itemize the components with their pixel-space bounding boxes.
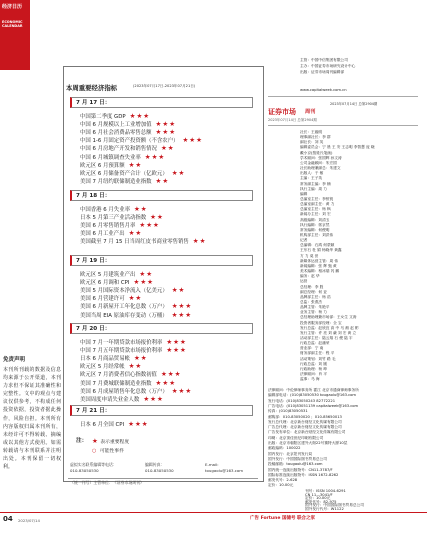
staff-line: 执行编辑：郭京然 <box>300 222 330 227</box>
staff-line: 王东石 杜 娟 杨晓华 黄鑫 <box>300 248 342 253</box>
staff-line: 机构部主任：刘洪伟 <box>300 233 334 237</box>
contact-line: 广告总代理：北京新台财经文化传媒有限公司 <box>268 425 342 430</box>
calendar-date-range: (2023年07月17日-2023年07月21日) <box>133 84 196 88</box>
importance-stars: ★★★ <box>129 112 151 120</box>
importance-stars: ★★★ <box>155 378 177 387</box>
staff-line: 行政总监：赵潘荣 <box>300 341 330 346</box>
staff-line: 活动部主任：陆云翔 石 俊 陆 宇 <box>300 336 353 340</box>
indicator-row <box>80 112 150 120</box>
staff-line: 主编：王子英 <box>300 176 323 181</box>
indicator-name: 日本 6 月商品贸易帐 <box>80 356 130 363</box>
staff-line: 监事：马 海 <box>300 377 320 382</box>
importance-stars: ★★★ <box>139 221 160 230</box>
contact-line: 广告发布单位：北京新台财经文化传媒有限公司 <box>268 430 346 435</box>
code-line: 国外发行：中国国际图书贸易总公司 <box>305 503 364 508</box>
contact-line: 编辑部电话：(010)83050530 tougaolu@163.com <box>268 393 357 398</box>
note-importance <box>92 437 129 445</box>
indicator-name: 美国 6 月营建许可 <box>80 296 125 303</box>
publisher-line: 出版：证券市场周刊编辑部 <box>300 70 345 74</box>
importance-stars: ★★★ <box>144 152 166 161</box>
notes-label: 注： <box>76 438 88 444</box>
footer-divider <box>68 478 258 479</box>
footer-email-label: E-mail: <box>205 462 219 467</box>
importance-stars: ★★ <box>171 286 186 295</box>
contact-line: 广告电话：(010)83051139 capitalweek@163.com <box>268 403 359 408</box>
code-line: 定价：10.00元 <box>305 496 331 501</box>
staff-line: 戴小京(按姓氏笔画) <box>300 150 333 155</box>
indicator-name: 中国第二季度 GDP <box>80 114 126 120</box>
staff-line: 总编室副主任：黄 力 <box>300 202 335 207</box>
contact-line: 传真：(010)83050531 <box>268 409 308 414</box>
section-tag-title: 经济日历 <box>2 4 23 10</box>
indicator-row <box>80 354 148 362</box>
staff-line: 方 力 莫 世 <box>300 253 319 258</box>
staff-line: 副总经理：何 亚 <box>300 289 327 294</box>
importance-stars: ★★★ <box>171 302 193 311</box>
indicator-row <box>80 278 154 286</box>
importance-stars: ★★★ <box>182 136 203 145</box>
footer-editor-label: 虚拟实名联系编辑等电话： <box>70 462 117 467</box>
indicator-row <box>80 362 142 370</box>
indicator-row <box>80 395 164 403</box>
contact-line: 法律顾问：中伦律师事务所 霍江 北京市通商律师事务所 <box>268 388 359 392</box>
importance-stars: ★★★ <box>171 386 193 395</box>
section-tag-subtitle: ECONOMIC CALENDAR <box>2 20 23 29</box>
indicator-name: 美国截至 7 月 15 日当周红皮书商业零售销售 <box>80 239 189 246</box>
indicator-name: 美国 6 月成屋销售年化总数（万户） <box>80 388 168 395</box>
indicator-row <box>80 169 185 177</box>
staff-line: 新闻编辑：张 辉 甄 黄 <box>300 263 337 268</box>
staff-line: 美术编辑：相冰瑞 芮 鹏 <box>300 269 340 274</box>
staff-line: 营业部：宁 南 <box>300 346 324 351</box>
staff-line: 社长助理兼副总：朱建文 <box>300 166 341 171</box>
indicator-row <box>80 294 142 302</box>
importance-stars: ★★★ <box>155 120 177 129</box>
staff-line: 执行主编：周 力 <box>300 186 327 191</box>
indicator-row <box>80 346 187 354</box>
staff-line: 新闻办主任：刘 宏 <box>300 212 331 217</box>
footer-source: （统一刊号）主管单位：《证券市场周刊》 <box>70 480 144 485</box>
page-number: 04 <box>3 515 13 523</box>
indicator-name: 中国 6 月规模以上工业增加值 <box>80 122 152 129</box>
indicator-row <box>80 161 142 169</box>
indicator-name: 美国周度申请失业金人数 <box>80 396 140 403</box>
masthead-url[interactable]: www.capitalweek.com.cn <box>300 88 347 92</box>
indicator-name: 美国 7 月纽约联储制造业指数 <box>80 178 152 185</box>
importance-stars: ★★★ <box>143 394 164 403</box>
indicator-row <box>80 221 160 229</box>
importance-stars: ★★★ <box>128 420 149 428</box>
indicator-name: 中国香港 6 月失业率 <box>80 207 130 213</box>
circle-icon: ○ <box>92 448 97 454</box>
staff-line: 总编室主任：李恒锐 <box>300 196 334 201</box>
staff-line: 编辑委员会：宁 晨 王 安 王志明 李智慧 庞 晓 <box>300 145 375 150</box>
note-possible <box>92 447 124 454</box>
footer-fax: 010-83050530 <box>145 468 174 473</box>
staff-line: 学术顾问：张国辉 孙文涛 <box>300 155 342 160</box>
indicator-row <box>80 120 176 128</box>
staff-line: 品牌部主任：杨 浩 <box>300 294 331 299</box>
indicator-row <box>80 153 165 161</box>
footer-editor-phone: 010-83050530 <box>70 468 99 473</box>
importance-stars: ★★ <box>128 362 143 371</box>
staff-line: 常务编辑：何俊明 <box>300 227 330 232</box>
indicator-name: 欧元区 6 月调和 CPI <box>80 280 130 287</box>
importance-stars: ★★ <box>192 237 207 246</box>
importance-stars: ★★ <box>128 294 143 303</box>
day-header: 7 月 17 日： <box>70 97 253 108</box>
indicator-row <box>80 205 148 213</box>
importance-stars: ★★★ <box>160 370 182 379</box>
indicator-row <box>80 229 142 237</box>
contact-line: 印刷：北京顶佳世纪印刷有限公司 <box>268 435 324 440</box>
code-line: CN 11—3041/F <box>305 492 333 497</box>
importance-stars: ★★★ <box>166 346 187 355</box>
masthead-date: 2023年07月14日 总第2904期 <box>268 118 317 122</box>
masthead-rule-bottom <box>268 125 418 126</box>
indicator-name: 日本 6 月全国 CPI <box>80 422 125 428</box>
indicator-name: 美国 5 月国际资本净流入（亿美元） <box>80 288 168 295</box>
indicator-row <box>80 302 192 310</box>
indicator-row <box>80 270 153 278</box>
note-importance-text: 表示重要程度 <box>100 440 130 445</box>
masthead-issue: 2023年07月14日 总第2904期 <box>330 102 378 106</box>
disclaimer-text: 本刊所刊载的数据及信息均来源于公开渠道，本刊力求但不保证其准确性和完整性。文中的观点与建议仅供参考，不构成任何投资依据，投资者据此操作，风险自担。本刊所有内容版权归属本刊所有，未经许可不得转载、摘编或以其他方式使用。如需转载请与本刊联系并注明出处。本刊保留一切权利。 <box>3 367 61 471</box>
indicator-row <box>80 286 185 294</box>
indicator-row <box>80 420 149 428</box>
staff-line: 记者 <box>300 238 308 243</box>
staff-line: 行政助理：杨 坤 <box>300 366 327 371</box>
contact-line: 出版：北京市朝阳区建外大街22号赛特大厦10层 <box>268 441 348 445</box>
importance-stars: ★★★ <box>155 128 177 137</box>
staff-line: 法律顾问：肖 平 <box>300 372 327 377</box>
note-possible-text: 可能性事件 <box>99 449 124 454</box>
indicator-name: 中国 6 月房地产开发和销售情况 <box>80 146 157 153</box>
staff-line: 总经理助理兼市场部：王女生 文涛 <box>300 315 357 320</box>
day-header: 7 月 20 日： <box>70 323 253 334</box>
indicator-row <box>80 237 206 245</box>
importance-stars: ★★ <box>150 213 164 222</box>
staff-line: 新媒体运营主管：周 伟 <box>300 258 339 263</box>
contact-line: 投稿邮箱：tougaolu@163.com <box>268 462 323 467</box>
indicator-name: 中国 6 月社会消费品零售总额 <box>80 130 152 137</box>
indicator-row <box>80 136 203 144</box>
indicator-name: 美国当周 EIA 原油库存变动（万桶） <box>80 312 168 319</box>
importance-stars: ★★ <box>133 205 148 213</box>
importance-stars: ★★★ <box>171 310 193 319</box>
indicator-row <box>80 387 192 395</box>
staff-line: 高级编辑：刘清玉 <box>300 217 330 222</box>
contact-line: 国内统一连续出版物号：CN11-3787/F <box>268 467 333 472</box>
section-tag <box>0 0 30 70</box>
staff-line: 投资者服务部经理：全 宝 <box>300 320 342 325</box>
page-date: 2023/07/14 <box>18 518 40 523</box>
importance-stars: ★★★ <box>166 338 187 346</box>
staff-line: 编务：赵 华 <box>300 274 320 279</box>
staff-line: 出版人：于 敏 <box>300 171 324 176</box>
staff-line: 总编室主任：杨 枫 <box>300 207 331 212</box>
indicator-name: 欧元区 6 月储备资产合计（亿欧元） <box>80 170 168 177</box>
indicator-name: 欧元区 5 月建筑业产出 <box>80 272 136 278</box>
contact-line: 发行总代理：北京新台财经文化传媒有限公司 <box>268 419 342 424</box>
importance-stars: ★★ <box>128 229 143 238</box>
indicator-name: 中国 6 月城镇调查失业率 <box>80 154 141 161</box>
indicator-name: 美国 6 月工业产出 <box>80 231 125 238</box>
indicator-name: 美国 6 月新屋开工年化总数（万户） <box>80 304 168 311</box>
indicator-name: 欧元区 5 月经常帐 <box>80 364 125 371</box>
day-header: 7 月 18 日： <box>70 190 253 201</box>
staff-line: 总经理：李 胜 <box>300 284 324 289</box>
code-line: 国外发行代号：W1122 <box>305 507 344 511</box>
day-header: 7 月 21 日： <box>70 405 253 416</box>
code-line: 邮发代号：82-975 <box>305 499 337 504</box>
contact-line: 邮发代号：2-628 <box>268 478 298 483</box>
contact-line: 邮政编码：100022 <box>268 446 301 451</box>
importance-stars: ★★★ <box>133 278 155 287</box>
staff-line: 总监：张燕杰 <box>300 299 323 304</box>
code-line: 刊号：ISSN 1004-6291 <box>305 489 346 493</box>
publisher-line: 主办：中国证券市场研究设计中心 <box>300 64 356 68</box>
indicator-row <box>80 213 164 221</box>
masthead-rule-top <box>268 96 418 97</box>
contact-line: 国内发行：北京报刊发行局 <box>268 451 313 456</box>
staff-line: 常务副主编：李 楠 <box>300 181 331 186</box>
indicator-row <box>80 177 169 185</box>
importance-stars: ★★ <box>139 270 154 278</box>
indicator-name: 中国 7 月五年期贷款市场报价利率 <box>80 348 163 355</box>
importance-stars: ★★ <box>128 160 143 169</box>
indicator-name: 欧元区 6 月预算额 <box>80 162 125 169</box>
staff-line: 理事副社长：李 群 <box>300 135 331 140</box>
contact-line: 国外发行：中国国际图书贸易总公司 <box>268 456 327 461</box>
staff-line: 公司金融顾问：朱宏国 <box>300 160 337 165</box>
staff-line: 财务部副主任：程 平 <box>300 351 335 356</box>
staff-line: 活动策划：刘竹 路 毛 <box>300 356 336 361</box>
indicator-row <box>80 144 175 152</box>
publisher-line: 主管：中国中信集团有限公司 <box>300 58 348 62</box>
star-icon: ★ <box>92 437 99 445</box>
contact-line: 定价：10.00元 <box>268 483 294 488</box>
masthead-logo: 证券市场 <box>268 108 296 116</box>
contact-line: 发行电话：(010)83050243 82772221 <box>268 398 336 403</box>
indicator-name: 中国 1-6 月固定资产投资额（不含农户） <box>80 138 179 145</box>
disclaimer-title: 免责声明 <box>3 357 26 363</box>
indicator-row <box>80 311 192 319</box>
staff-line: 副社长：刘 英 <box>300 140 324 145</box>
footer-email[interactable]: tougaolu@163.com <box>205 468 244 473</box>
staff-line: 社长：王毅明 <box>300 130 323 134</box>
importance-stars: ★★ <box>133 354 148 363</box>
staff-line: 编辑 <box>300 191 308 196</box>
indicator-row <box>80 338 187 346</box>
page-bottom-rule <box>0 512 427 513</box>
staff-line: 运营 <box>300 279 308 284</box>
footer-fax-label: 编辑传真： <box>145 462 165 467</box>
staff-line: 发行总监：赵欣宜 高 中 马 湘 赵 彬 <box>300 325 359 330</box>
indicator-row <box>80 370 181 378</box>
indicator-name: 美国 6 月零售销售月率 <box>80 223 136 230</box>
staff-line: 总编辑：石鸿 何蒙颖 <box>300 243 335 248</box>
contact-line: 国际标准连续出版物号：ISSN 1672-8262 <box>268 472 339 477</box>
contact-line: 邮购部：010-83050020 ；010-85650013 <box>268 414 342 419</box>
indicator-name: 日本 5 月第三产业活动指数 <box>80 215 147 222</box>
staff-line: 行政总监：刘 刚 <box>300 361 327 366</box>
day-header: 7 月 19 日： <box>70 255 253 266</box>
staff-line: 品牌主管：朱艳平 <box>300 305 330 310</box>
staff-line: 业务主管：杨 力 <box>300 310 327 315</box>
calendar-title: 本周重要经济指标 <box>66 84 118 92</box>
indicator-row <box>80 379 176 387</box>
footer-ads: 广告 Fortune 国储号 联合之家 <box>250 516 316 521</box>
indicator-name: 欧元区 7 月消费者信心指数初值 <box>80 372 157 379</box>
importance-stars: ★★ <box>155 176 170 185</box>
staff-line: 发行主管：许 亮 刘 谦 刘 宏 黄 立 <box>300 330 357 335</box>
masthead-brand: 周刊 <box>305 109 316 115</box>
indicator-row <box>80 128 176 136</box>
indicator-name: 美国 7 月费城联储制造业指数 <box>80 380 152 387</box>
indicator-name: 中国 7 月一年期贷款市场报价利率 <box>80 340 163 346</box>
importance-stars: ★★ <box>171 168 186 177</box>
importance-stars: ★★ <box>160 144 175 153</box>
